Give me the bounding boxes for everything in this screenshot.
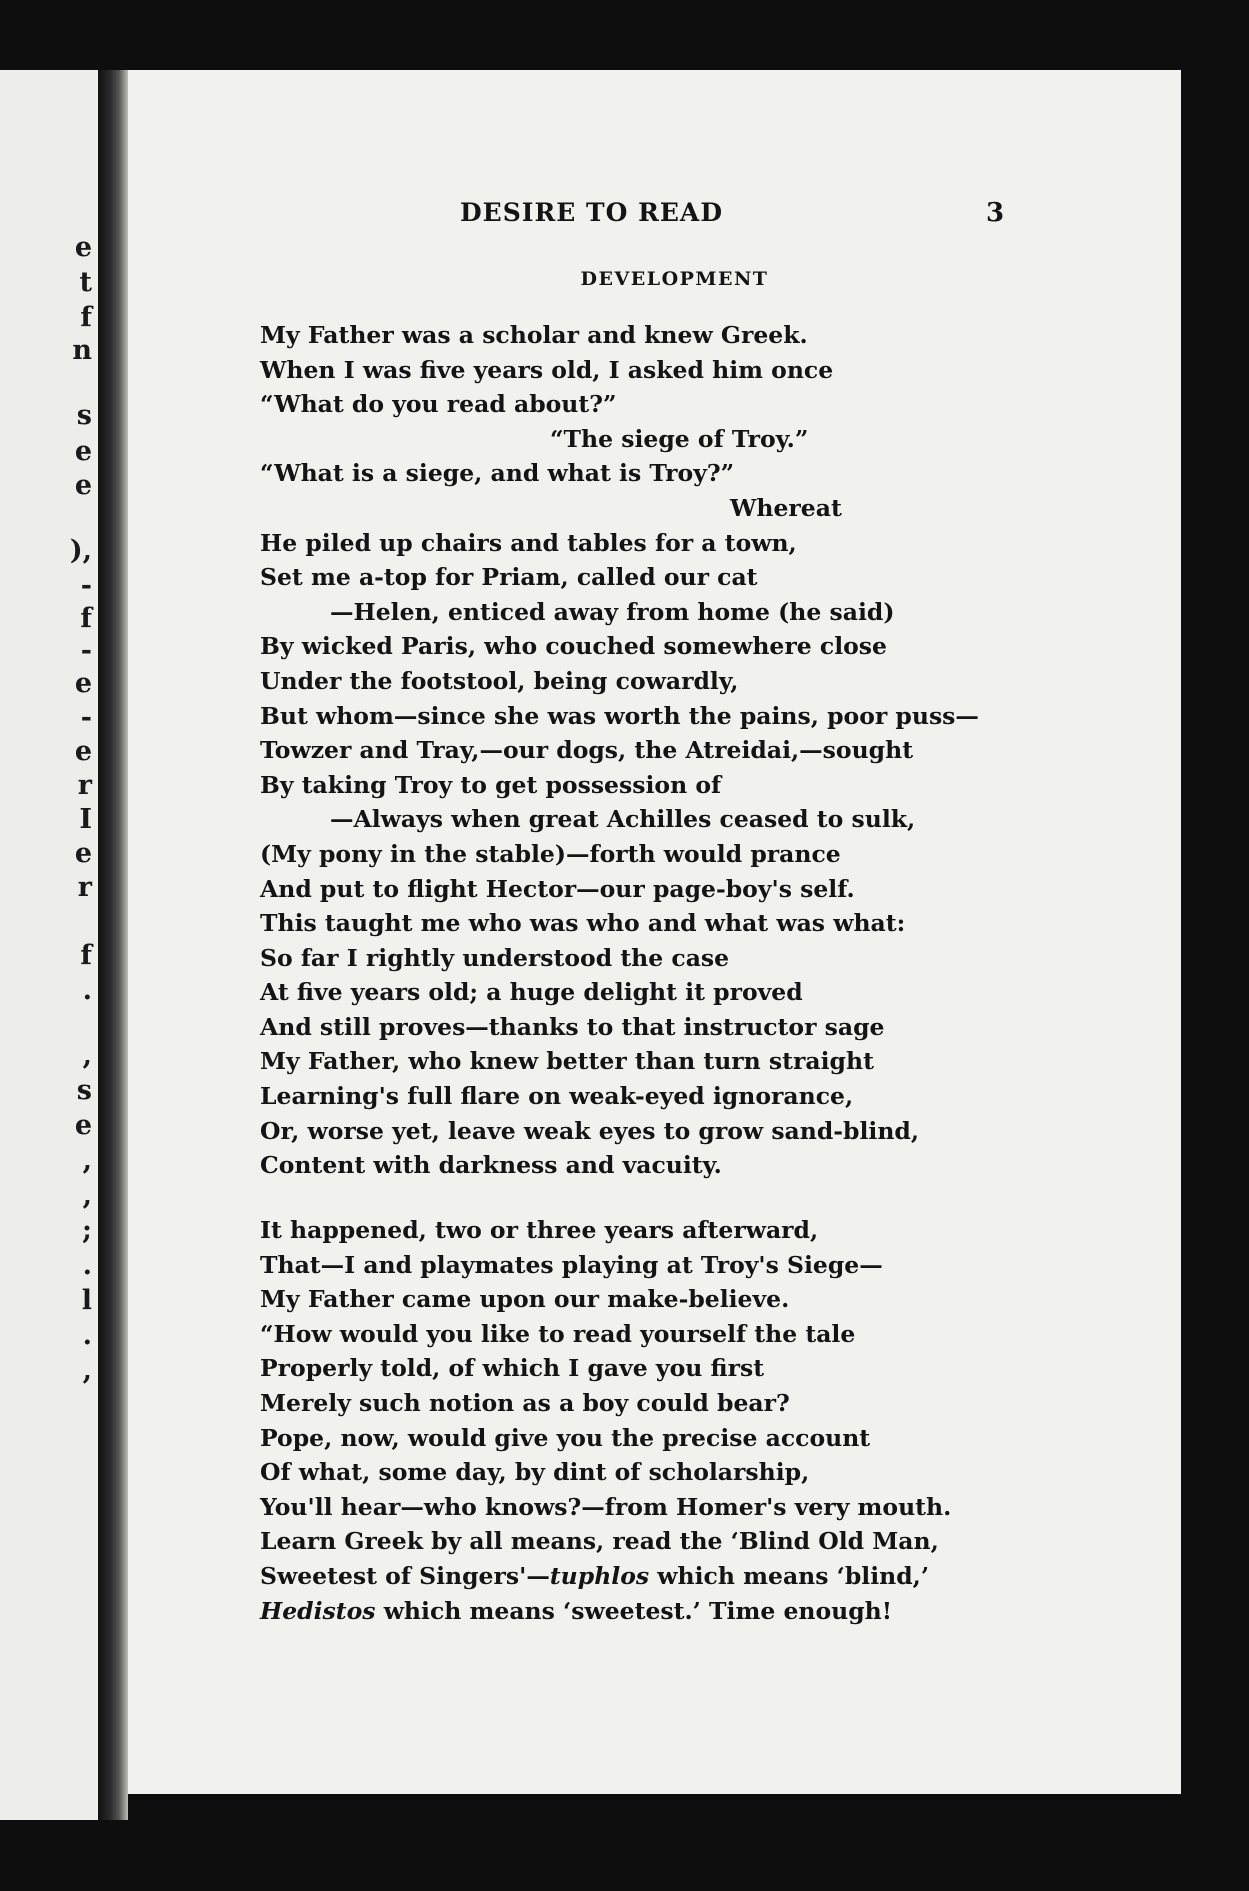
poem-line: So far I rightly understood the case — [260, 943, 730, 972]
poem-line: My Father, who knew better than turn straight — [260, 1047, 874, 1076]
page-number: 3 — [986, 198, 1005, 228]
poem-line: You'll hear—who knows?—from Homer's very mouth. — [260, 1492, 952, 1521]
poem-line: And put to flight Hector—our page-boy's self. — [260, 874, 855, 903]
facing-page-letter: - — [80, 570, 92, 601]
poem-line: Content with darkness and vacuity. — [260, 1151, 722, 1180]
poem-line: Learning's full flare on weak-eyed ignorance, — [260, 1082, 854, 1111]
facing-page-letter: , — [82, 1180, 92, 1211]
poem-text: Sweetest of Singers'— — [260, 1561, 550, 1590]
poem-line: Merely such notion as a boy could bear? — [260, 1388, 790, 1417]
poem-line: —Helen, enticed away from home (he said) — [330, 597, 895, 626]
poem-stanza — [260, 318, 1020, 1183]
poem-line: By taking Troy to get possession of — [260, 770, 722, 799]
poem-line: Properly told, of which I gave you first — [260, 1354, 765, 1383]
poem-line: And still proves—thanks to that instructor sage — [260, 1012, 885, 1041]
poem-line: Learn Greek by all means, read the ‘Blind Old Man, — [260, 1527, 939, 1556]
facing-page-letter: . — [82, 975, 92, 1006]
poem-stanza — [260, 1213, 1020, 1628]
poem-line: “The siege of Troy.” — [550, 424, 809, 453]
facing-page-letter: f — [80, 302, 92, 333]
poem-line: “What do you read about?” — [260, 390, 617, 419]
running-head — [128, 198, 1181, 232]
facing-page-letter: - — [80, 702, 92, 733]
poem-line: Whereat — [730, 493, 842, 522]
facing-page-letter: n — [72, 335, 92, 366]
poem-line — [260, 1594, 1020, 1629]
facing-page-letter: , — [82, 1355, 92, 1386]
greek-word: tuphlos — [549, 1561, 650, 1590]
facing-page-letter: . — [82, 1250, 92, 1281]
poem-line: But whom—since she was worth the pains, poor puss— — [260, 701, 979, 730]
facing-page-letter: f — [80, 603, 92, 634]
facing-page-letter: s — [76, 1075, 92, 1106]
facing-page-letter: - — [80, 635, 92, 666]
facing-page-letter: t — [79, 267, 92, 298]
facing-page-letter: e — [74, 232, 92, 263]
book-gutter — [98, 70, 128, 1820]
poem-line: Under the footstool, being cowardly, — [260, 666, 739, 695]
facing-page-letter: ; — [82, 1215, 92, 1246]
greek-word: Hedistos — [260, 1596, 376, 1625]
poem-line: (My pony in the stable)—forth would prance — [260, 839, 841, 868]
poem-line: My Father was a scholar and knew Greek. — [260, 321, 808, 349]
poem-line: Of what, some day, by dint of scholarship, — [260, 1458, 810, 1487]
poem-line: He piled up chairs and tables for a town, — [260, 528, 797, 557]
running-title: DESIRE TO READ — [460, 198, 724, 227]
poem-line — [260, 1559, 1020, 1594]
facing-page-letter: . — [82, 1320, 92, 1351]
facing-page-letter: e — [74, 736, 92, 767]
scan-border — [1181, 70, 1249, 1891]
poem-line: “What is a siege, and what is Troy?” — [260, 459, 735, 488]
poem-text: which means ‘sweetest.’ Time enough! — [375, 1596, 893, 1625]
facing-page-letter: f — [80, 940, 92, 971]
facing-page-letter: e — [74, 470, 92, 501]
facing-page-letter: e — [74, 838, 92, 869]
poem-line: My Father came upon our make-believe. — [260, 1285, 790, 1314]
poem-line: Towzer and Tray,—our dogs, the Atreidai,—sought — [260, 736, 914, 765]
poem-line: It happened, two or three years afterward, — [260, 1216, 819, 1244]
facing-page-letter: e — [74, 436, 92, 467]
poem-line: Set me a-top for Priam, called our cat — [260, 563, 758, 592]
poem-line: That—I and playmates playing at Troy's Siege— — [260, 1250, 883, 1279]
section-heading: DEVELOPMENT — [580, 268, 769, 290]
facing-page-letter: r — [77, 770, 92, 801]
facing-page-letter: l — [81, 1285, 92, 1316]
poem-text: which means ‘blind,’ — [649, 1561, 930, 1590]
poem-line: When I was five years old, I asked him once — [260, 355, 834, 384]
facing-page-letter: e — [74, 668, 92, 699]
facing-page-letter: e — [74, 1110, 92, 1141]
poem-line: Or, worse yet, leave weak eyes to grow sand-blind, — [260, 1116, 920, 1145]
facing-page-letter: s — [76, 400, 92, 431]
facing-page-fragment — [0, 70, 98, 1820]
poem-line: This taught me who was who and what was what: — [260, 909, 906, 938]
book-page — [128, 70, 1181, 1794]
poem-line: By wicked Paris, who couched somewhere close — [260, 632, 887, 661]
poem-line: —Always when great Achilles ceased to sulk, — [330, 805, 916, 834]
poem-line: At five years old; a huge delight it proved — [260, 978, 803, 1007]
facing-page-letter: , — [82, 1040, 92, 1071]
facing-page-letter: I — [79, 804, 92, 835]
facing-page-letter: , — [82, 1145, 92, 1176]
poem-line: “How would you like to read yourself the tale — [260, 1319, 856, 1348]
facing-page-letter: r — [77, 872, 92, 903]
poem-line: Pope, now, would give you the precise account — [260, 1423, 871, 1452]
facing-page-letter: ), — [69, 535, 92, 566]
